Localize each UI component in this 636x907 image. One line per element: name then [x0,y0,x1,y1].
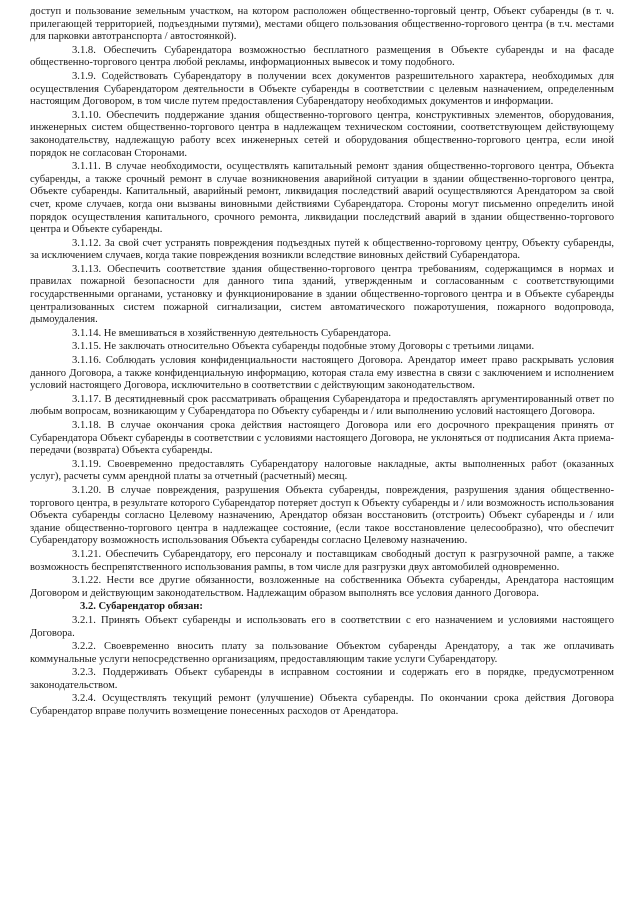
clause-3-1-15: 3.1.15. Не заключать относительно Объекта субаренды подобные этому Договоры с третьими лицами. [72,341,535,353]
clause-3-2-4: 3.2.4. Осуществлять текущий ремонт (улучшение) Объекта субаренды. По окончании срока действия Договора Субарендатор вправе получить возмещение понесенных расходов от Арендатора. [30,693,614,718]
clause-3-1-16: 3.1.16. Соблюдать условия конфиденциальности настоящего Договора. Арендатор имеет право раскрывать условия данного Договора, а также конфиденциальную информацию, которая стала ему известна в связи с заключением и исполнением условий настоящего Договора, исключительно в соответствии с действующим законодательством. [30,355,614,392]
clause-3-1-18: 3.1.18. В случае окончания срока действия настоящего Договора или его досрочного прекращения принять от Субарендатора Объект субаренды в соответствии с условиями настоящего Договора, не уклоняться от подписания Акта приема-передачи (возврата) Объекта субаренды. [30,420,614,457]
clause-3-2-1: 3.2.1. Принять Объект субаренды и использовать его в соответствии с его назначением и условиями настоящего Договора. [30,614,614,639]
clause-3-1-8: 3.1.8. Обеспечить Субарендатора возможностью бесплатного размещения в Объекте субаренды и на фасаде общественно-торгового центра любой рекламы, информационных вывесок и тому подобного. [30,44,614,69]
clause-3-1-13: 3.1.13. Обеспечить соответствие здания общественно-торгового центра требованиям, содержащимся в нормах и правилах пожарной безопасности для данного типа зданий, утвержденным и согласованным с соответствующими государственными органами, установку и функционирование в здании общественно-торгового центра и в Объекте субаренды централизованных систем пожарной сигнализации, систем автоматического пожаротушения, пожарного водопровода, дымоудаления. [30,263,614,326]
clause-3-1-22: 3.1.22. Нести все другие обязанности, возложенные на собственника Объекта субаренды, Арендатора настоящим Договором и действующим законодательством. Надлежащим образом выполнять все условия данного Договора. [30,575,614,599]
clause-3-1-11: 3.1.11. В случае необходимости, осуществлять капитальный ремонт здания общественно-торгового центра, Объекта субаренды, а также срочный ремонт в случае возникновения аварийной ситуации в здании общественно-торгового центра, Объекте субаренды. Капитальный, аварийный ремонт, ликвидация последствий аварий осуществляются Арендатором за свой счет, кроме случаев, когда они вызваны виновными действиями Субарендатора. Стороны могут письменно определить иной порядок осуществления капитального, срочного ремонта, ликвидации последствий аварий в здании общественно-торгового центра и Объекте субаренды. [30,161,614,236]
clause-3-1-14: 3.1.14. Не вмешиваться в хозяйственную деятельность Субарендатора. [72,327,391,339]
paragraph-continuation: доступ и пользование земельным участком, на котором расположен общественно-торговый центр, Объект субаренды (в т. ч. прилегающей территорией, подъездными путями), местами общего пользования общественно-торгового центра (в т.ч. местами для парковки автотранспорта / автостоянкой). [30,6,614,43]
clause-3-1-21: 3.1.21. Обеспечить Субарендатору, его персоналу и поставщикам свободный доступ к разгрузочной рампе, а также возможность беспрепятственного использования рампы, в том числе для разгрузки двух автомобилей одновременно. [30,548,614,573]
clause-3-2-2: 3.2.2. Своевременно вносить плату за пользование Объектом субаренды Арендатору, а так же оплачивать коммунальные услуги непосредственно организациям, предоставляющим такие услуги Субарендатору. [30,641,614,665]
clause-3-1-20: 3.1.20. В случае повреждения, разрушения Объекта субаренды, повреждения, разрушения здания общественно-торгового центра, в результате которого Субарендатор потеряет доступ к Объекту субаренды и / или возможность использования Объекта субаренды согласно Целевому назначению, Арендатор обязан восстановить (отстроить) Объект субаренды и / или здание общественно-торгового центра в надлежащее состояние, (если такое восстановление целесообразно), что обеспечит Субарендатору возможность использования Объекта субаренды согласно Целевому назначению. [30,484,614,547]
section-heading-3-2: 3.2. Субарендатор обязан: [80,601,203,613]
clause-3-1-10: 3.1.10. Обеспечить поддержание здания общественно-торгового центра, конструктивных элементов, оборудования, инженерных систем общественно-торгового центра в надлежащем техническом состоянии, соответствующем действующему законодательству, надлежащую работу всех инженерных сетей и оборудования общественно-торгового центра, если иной порядок не согласован Сторонами. [30,109,614,159]
clause-3-1-12: 3.1.12. За свой счет устранять повреждения подъездных путей к общественно-торговому центру, Объекту субаренды, за исключением случаев, когда такие повреждения возникли вследствие виновных действий Субарендатора. [30,237,614,262]
clause-3-2-3: 3.2.3. Поддерживать Объект субаренды в исправном состоянии и содержать его в порядке, предусмотренном законодательством. [30,667,614,691]
clause-3-1-17: 3.1.17. В десятидневный срок рассматривать обращения Субарендатора и предоставлять аргументированный ответ по любым вопросам, возникающим у Субарендатора по Объекту субаренды и / или выполнению условий настоящего Договора. [30,393,614,418]
clause-3-1-19: 3.1.19. Своевременно предоставлять Субарендатору налоговые накладные, акты выполненных работ (оказанных услуг), расчеты сумм арендной платы за отчетный (расчетный) месяц. [30,458,614,483]
clause-3-1-9: 3.1.9. Содействовать Субарендатору в получении всех документов разрешительного характера, необходимых для осуществления Субарендатором деятельности в Объекте субаренды в соответствии с целевым назначением, определенным настоящим Договором, в том числе путем предоставления Субарендатору необходимых документов и информации. [30,70,614,108]
